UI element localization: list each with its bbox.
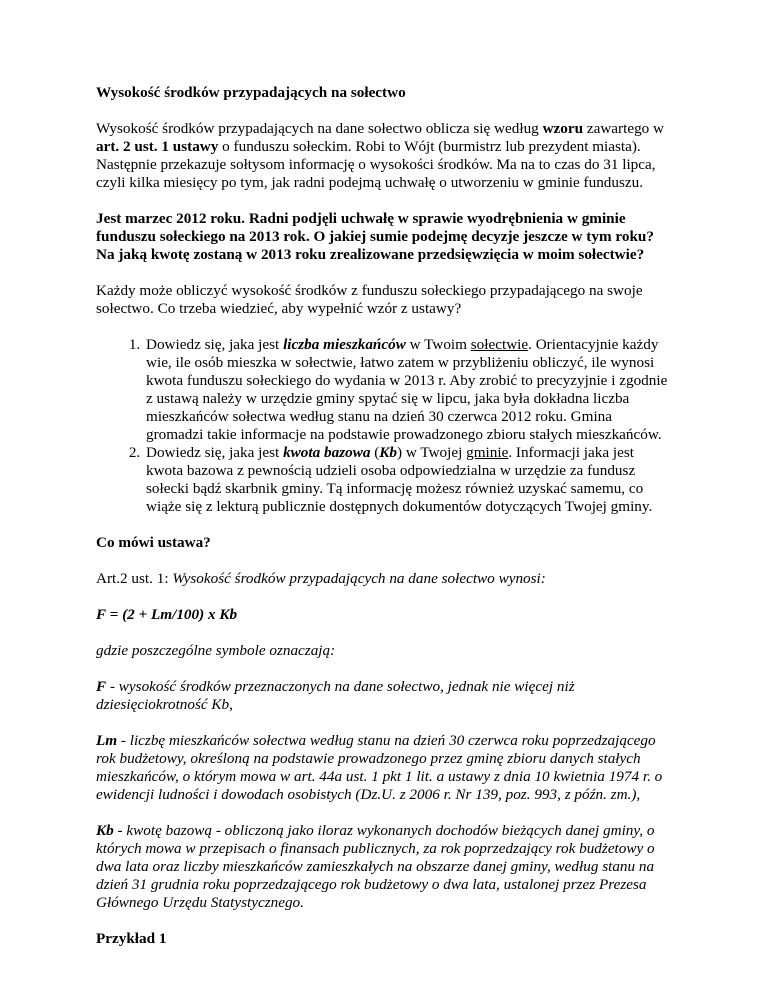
steps-list: [96, 336, 672, 516]
symbol-f: F: [96, 678, 107, 695]
symbol-lm: Lm: [96, 732, 118, 749]
step-text: . Orientacyjnie każdy wie, ile osób mieszka w sołectwie, łatwo zatem w przybliżeniu obliczyć, ile wynosi kwota funduszu sołeckiego do wydania w 2013 r. Aby zrobić to precyzyjnie i zgodnie z ustawą należy w urzędzie gminy spytać się w lipcu, jaka była dokładna liczba mieszkańców sołectwa według stanu na dzień 30 czerwca 2012 roku. Gmina gromadzi takie informacje na podstawie prowadzonego zbioru stałych mieszkańców.: [146, 336, 668, 443]
step-text: Dowiedz się, jaka jest: [146, 444, 284, 461]
intro-bold-formula: wzoru: [542, 120, 584, 137]
step-underlined: sołectwie: [470, 336, 529, 353]
article-text: Wysokość środków przypadających na dane sołectwo wynosi:: [172, 570, 546, 587]
intro-text-3: o funduszu sołeckim. Robi to Wójt (burmistrz lub prezydent miasta). Następnie przekazuje sołtysom informację o wysokości środków. Ma na to czas do 31 lipca, czyli kilka miesięcy po tym, jak radni podejmą uchwałę o utworzeniu w gminie funduszu.: [96, 138, 656, 191]
example-heading: Przykład 1: [96, 930, 167, 947]
intro-paragraph: [96, 120, 672, 192]
step-underlined: gminie: [466, 444, 509, 461]
bold-question: Jest marzec 2012 roku. Radni podjęli uchwałę w sprawie wyodrębnienia w gminie funduszu sołeckiego na 2013 rok. O jakiej sumie podejmę decyzje jeszcze w tym roku? Na jaką kwotę zostaną w 2013 roku zrealizowane przedsięwzięcia w moim sołectwie?: [96, 210, 654, 263]
formula: F = (2 + Lm/100) x Kb: [96, 606, 238, 623]
definition-lm: [96, 732, 672, 804]
intro-text-2: zawartego w: [583, 120, 665, 137]
step-text: . Informacji jaka jest kwota bazowa z pewnością udzieli osoba odpowiedzialna w urzędzie za fundusz sołecki bądź skarbnik gminy. Tą informację możesz również uzyskać samemu, co wiąże się z lekturą publicznie dostępnych dokumentów dotyczących Twojej gminy.: [146, 444, 653, 515]
definition-text: - liczbę mieszkańców sołectwa według stanu na dzień 30 czerwca roku poprzedzającego rok budżetowy, określoną na podstawie prowadzonego przez gminę zbioru danych stałych mieszkańców, o którym mowa w art. 44a ust. 1 pkt 1 lit. a ustawy z dnia 10 kwietnia 1974 r. o ewidencji ludności i dowodach osobistych (Dz.U. z 2006 r. Nr 139, poz. 993, z późn. zm.),: [96, 732, 663, 803]
definition-text: - kwotę bazową - obliczoną jako iloraz wykonanych dochodów bieżących danej gminy, o których mowa w przepisach o finansach publicznych, za rok poprzedzający rok budżetowy o dwa lata oraz liczby mieszkańców zamieszkałych na obszarze danej gminy, według stanu na dzień 31 grudnia roku poprzedzającego rok budżetowy o dwa lata, ustalonej przez Prezesa Głównego Urzędu Statystycznego.: [96, 822, 655, 911]
step-text: w Twoim: [405, 336, 471, 353]
intro-text-1: Wysokość środków przypadających na dane sołectwo oblicza się według: [96, 120, 543, 137]
definition-f: [96, 678, 672, 714]
symbol-kb: Kb: [96, 822, 114, 839]
definition-kb: [96, 822, 672, 912]
step-text: ) w Twojej: [397, 444, 467, 461]
step-text: Dowiedz się, jaka jest: [146, 336, 284, 353]
document-title: Wysokość środków przypadających na sołectwo: [96, 84, 406, 101]
list-item: [144, 444, 672, 516]
step-emphasis: kwota bazowa: [283, 444, 371, 461]
symbols-intro: gdzie poszczególne symbole oznaczają:: [96, 642, 336, 659]
law-heading: Co mówi ustawa?: [96, 534, 211, 551]
step-text: (: [370, 444, 380, 461]
list-item: [144, 336, 672, 444]
article-ref: Art.2 ust. 1:: [96, 570, 173, 587]
article-paragraph: [96, 570, 672, 588]
definition-text: - wysokość środków przeznaczonych na dane sołectwo, jednak nie więcej niż dziesięciokrotność Kb,: [96, 678, 575, 713]
step-emphasis-kb: Kb: [379, 444, 398, 461]
lead-paragraph: Każdy może obliczyć wysokość środków z funduszu sołeckiego przypadającego na swoje sołectwo. Co trzeba wiedzieć, aby wypełnić wzór z ustawy?: [96, 282, 643, 317]
intro-bold-article: art. 2 ust. 1 ustawy: [96, 138, 219, 155]
step-emphasis: liczba mieszkańców: [283, 336, 406, 353]
